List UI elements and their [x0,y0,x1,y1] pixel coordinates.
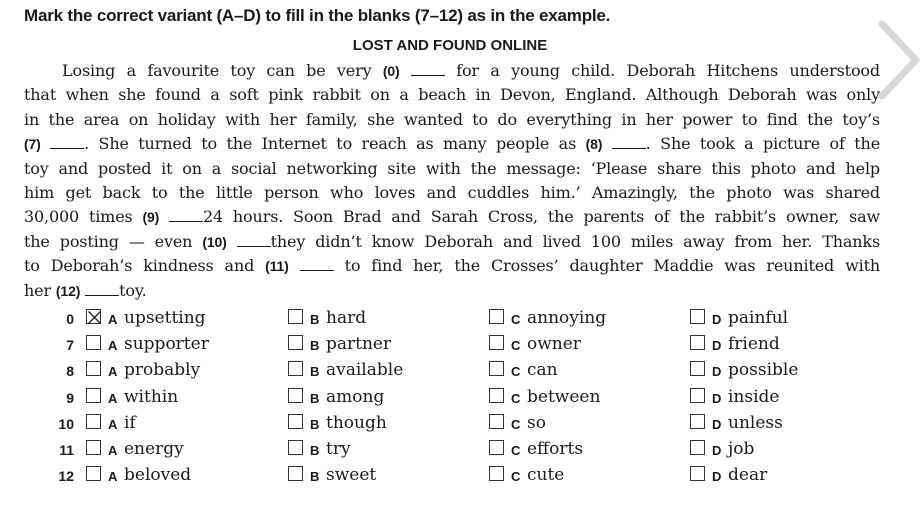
option-letter: D [712,338,722,354]
option-letter: B [310,390,320,406]
option-letter: C [511,390,521,406]
gap-number: (11) [265,258,289,275]
question-number: 11 [59,441,74,458]
option-word: possible [728,360,799,381]
passage-line [24,205,880,229]
option-word: annoying [527,308,607,328]
option-letter: D [712,390,722,406]
option-checkbox[interactable] [690,335,705,350]
option-checkbox[interactable] [690,466,705,481]
option-letter: A [108,469,118,485]
option-row [0,464,920,490]
option-checkbox[interactable] [489,440,504,455]
option-checkbox[interactable] [288,361,303,376]
text: him get back to the little person who loves and cuddles him.’ Amazingly, the photo was shared [24,182,880,202]
blank [169,209,203,222]
option-letter: D [712,364,722,380]
option-checkbox[interactable] [690,309,705,324]
option-letter: A [108,338,118,354]
option-letter: D [712,469,722,485]
question-number: 12 [58,468,74,485]
option-letter: A [108,416,118,432]
option-checkbox[interactable] [288,466,303,481]
text: in the area on holiday with her family, she wanted to do everything in her power to find the toy’s [24,109,880,129]
option-word: efforts [527,438,584,459]
text: for a young child. Deborah Hitchens understood [456,61,881,80]
option-letter: D [712,312,722,327]
option-checkbox[interactable] [288,414,303,429]
option-checkbox[interactable] [690,388,705,403]
option-letter: A [108,364,118,380]
option-row [0,438,920,464]
passage-line [24,279,880,303]
option-word: friend [728,334,780,355]
passage [24,59,880,303]
text: . She turned to the Internet to reach as many people as [84,134,577,154]
option-checkbox[interactable] [86,335,101,350]
option-checkbox[interactable] [86,414,101,429]
option-checkbox[interactable] [489,414,504,429]
option-checkbox[interactable] [489,335,504,350]
option-word: if [124,412,136,433]
option-letter: B [310,312,320,327]
passage-line [24,59,880,83]
option-word: unless [728,412,783,433]
gap-number: (10) [202,233,227,250]
passage-line [24,230,880,254]
option-checkbox[interactable] [288,388,303,403]
option-word: probably [124,360,201,381]
option-letter: D [712,416,722,432]
text: the posting — even [24,231,193,251]
option-checkbox[interactable] [690,440,705,455]
option-word: can [527,360,558,381]
question-number: 9 [66,389,74,406]
question-number: 10 [58,415,74,432]
option-checkbox[interactable] [86,309,101,324]
option-word: beloved [124,465,192,486]
blank [85,283,119,296]
text: 24 hours. Soon Brad and Sarah Cross, the parents of the rabbit’s owner, saw [202,207,881,227]
option-word: supporter [124,334,209,355]
option-checkbox[interactable] [86,361,101,376]
text: her [24,280,51,300]
gap-number: (9) [142,209,160,226]
option-letter: C [511,312,521,327]
question-number: 8 [66,363,74,380]
option-checkbox[interactable] [86,466,101,481]
option-word: dear [728,465,768,486]
gap-number: (8) [585,136,603,153]
option-checkbox[interactable] [86,388,101,403]
option-letter: C [511,442,521,458]
text: toy. [119,280,147,300]
chevron-right-icon[interactable] [878,20,920,100]
option-word: cute [527,465,565,486]
option-checkbox[interactable] [489,466,504,481]
gap-number: (7) [24,136,41,153]
option-letter: C [511,364,521,380]
x-mark-icon [87,310,102,325]
option-letter: A [108,390,118,406]
option-word: job [728,438,755,459]
text: . She took a picture of the [645,134,881,154]
text: to find her, the Crosses’ daughter Maddie was reunited with [344,256,881,276]
option-letter: B [310,338,320,354]
option-word: upsetting [124,308,206,328]
option-word: partner [326,334,392,355]
passage-line [24,108,880,132]
option-row [0,412,920,438]
option-letter: B [310,364,320,380]
blank [50,136,84,149]
question-number: 7 [66,337,74,354]
option-word: energy [124,438,184,459]
passage-line [24,83,880,107]
passage-line [24,181,880,205]
question-number: 0 [66,311,74,327]
passage-line [24,254,880,278]
option-word: owner [527,334,581,355]
text: 30,000 times [24,207,133,227]
option-letter: C [511,416,521,432]
blank [612,136,646,149]
passage-line [24,132,880,156]
option-checkbox[interactable] [489,309,504,324]
option-checkbox[interactable] [86,440,101,455]
text: Losing a favourite toy can be very [62,61,372,80]
text: that when she found a soft pink rabbit on a beach in Devon, England. Although Deborah was only [24,85,880,105]
option-letter: B [310,442,320,458]
option-letter: D [712,442,722,458]
option-checkbox[interactable] [288,440,303,455]
option-word: hard [326,308,367,328]
option-word: within [124,386,179,407]
option-letter: C [511,338,521,354]
option-word: though [326,412,387,433]
option-letter: B [310,416,320,432]
option-letter: A [108,442,118,458]
option-word: available [326,360,404,381]
gap-number: (12) [55,282,81,299]
option-row [0,386,920,412]
blank [411,63,445,76]
text: toy and posted it on a social networking site with the message: ‘Please share this photo and help [24,158,880,178]
option-row [0,359,920,385]
blank [237,234,271,247]
option-word: painful [728,308,789,328]
blank [300,258,334,271]
option-letter: B [310,469,320,485]
page-title: LOST AND FOUND ONLINE [352,37,548,54]
option-checkbox[interactable] [489,361,504,376]
answer-options [0,307,920,490]
option-letter: A [108,312,118,327]
option-checkbox[interactable] [288,335,303,350]
passage-line [24,157,880,181]
text: to Deborah’s kindness and [24,256,255,276]
option-word: so [527,412,546,433]
option-word: try [326,438,351,459]
option-checkbox[interactable] [288,309,303,324]
option-checkbox[interactable] [690,361,705,376]
option-word: between [527,386,601,407]
option-row [0,307,920,333]
option-word: sweet [326,465,377,486]
option-row [0,333,920,359]
option-checkbox[interactable] [690,414,705,429]
option-letter: C [511,469,521,485]
option-checkbox[interactable] [489,388,504,403]
instruction: Mark the correct variant (A–D) to fill in the blanks (7–12) as in the example. [24,6,611,25]
option-word: inside [728,386,780,407]
option-word: among [326,386,385,407]
text: they didn’t know Deborah and lived 100 miles away from her. Thanks [270,231,881,251]
gap-number: (0) [382,63,400,79]
